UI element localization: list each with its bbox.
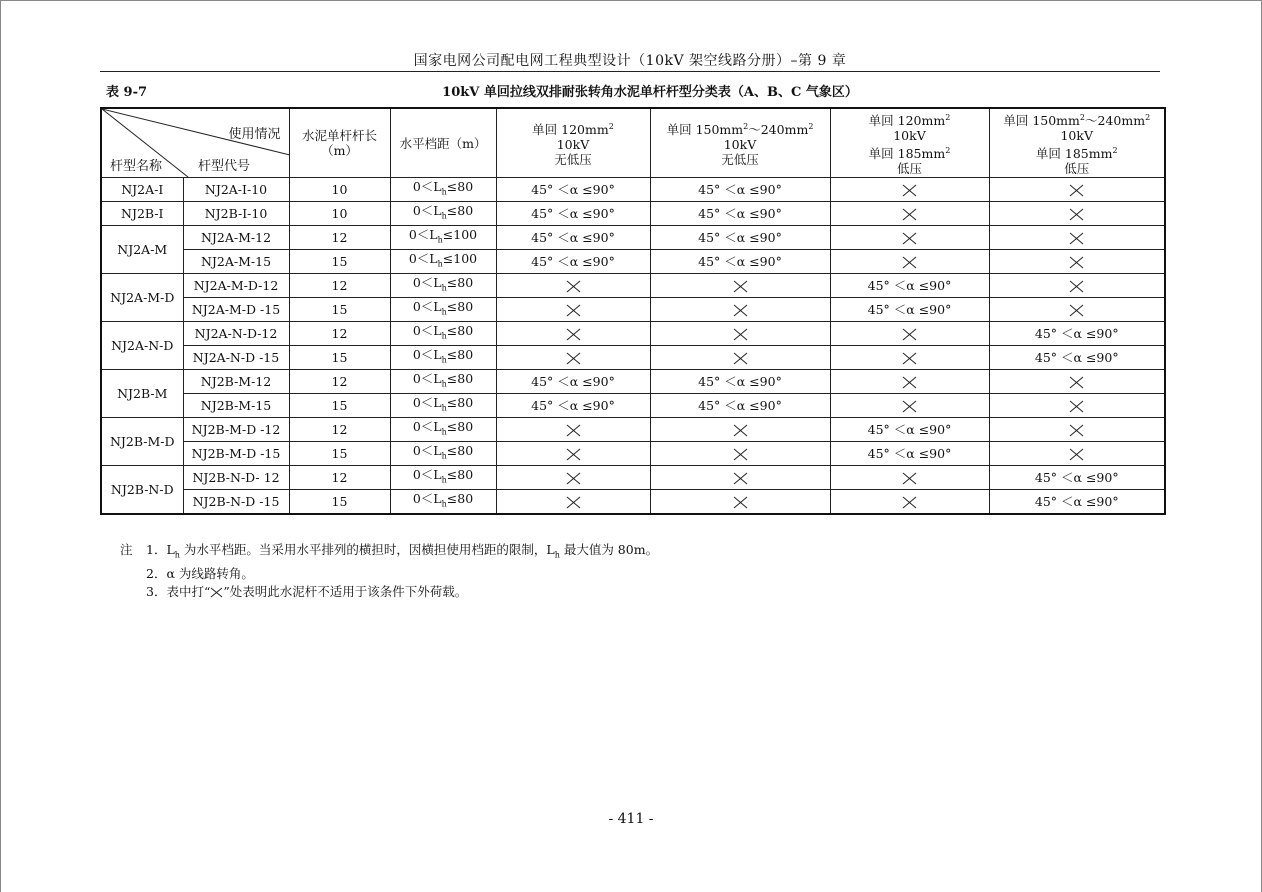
applicable-cell: [650, 202, 830, 226]
not-applicable-cell: [650, 322, 830, 346]
cross-mark-icon: [566, 448, 581, 461]
cross-mark-icon: [733, 280, 748, 293]
cross-mark-icon: [1069, 208, 1084, 221]
angle-range: 45° ＜α ≤90°: [531, 230, 615, 245]
notes-label: 注: [120, 542, 133, 557]
span-cell: $0<L_h\le 80$: [390, 466, 496, 490]
note-2: 2．α 为线路转角。: [146, 565, 254, 581]
not-applicable-cell: [830, 202, 989, 226]
col-header-c2: 单回 $150mm^2\sim 240mm^2$ 10kV 无低压: [650, 108, 830, 178]
angle-range: 45° ＜α ≤90°: [1034, 470, 1119, 485]
cross-mark-icon: [902, 232, 917, 245]
angle-range: 45° ＜α ≤90°: [698, 254, 782, 269]
pole-name-cell: NJ2A-I: [101, 178, 183, 202]
pole-code-cell: NJ2A-M-15: [183, 250, 289, 274]
span-cell: $0<L_h\le 80$: [390, 346, 496, 370]
not-applicable-cell: [650, 298, 830, 322]
angle-range: 45° ＜α ≤90°: [867, 302, 952, 317]
col-header-c1: 单回 $120mm^2$ 10kV 无低压: [496, 108, 650, 178]
pole-name-cell: NJ2A-M: [101, 226, 183, 274]
span-cell: $0<L_h\le 80$: [390, 274, 496, 298]
pole-code-cell: NJ2B-N-D- 12: [183, 466, 289, 490]
pole-length-cell: 12: [289, 418, 390, 442]
table-row: [101, 226, 1165, 250]
applicable-cell: [650, 226, 830, 250]
cross-mark-icon: [566, 304, 581, 317]
cross-mark-icon: [1069, 376, 1084, 389]
col-header-c3: 单回 $120mm^2$ 10kV 单回 $185mm^2$ 低压: [830, 108, 989, 178]
cross-mark-icon: [902, 496, 917, 509]
not-applicable-cell: [830, 490, 989, 515]
pole-name-cell: NJ2A-M-D: [101, 274, 183, 322]
table-row: [101, 322, 1165, 346]
pole-code-cell: NJ2A-M-D-12: [183, 274, 289, 298]
pole-code-cell: NJ2A-M-D -15: [183, 298, 289, 322]
pole-length-cell: 15: [289, 490, 390, 515]
angle-range: 45° ＜α ≤90°: [531, 374, 615, 389]
pole-name-label: 杆型名称: [110, 159, 163, 174]
span-cell: $0<L_h\le 100$: [390, 226, 496, 250]
not-applicable-cell: [989, 178, 1165, 202]
not-applicable-cell: [989, 250, 1165, 274]
cross-mark-icon: [1069, 184, 1084, 197]
applicable-cell: [496, 250, 650, 274]
applicable-cell: [830, 418, 989, 442]
cross-mark-icon: [1069, 400, 1084, 413]
cross-mark-icon: [1069, 256, 1084, 269]
cross-mark-icon: [1069, 304, 1084, 317]
pole-length-cell: 15: [289, 442, 390, 466]
pole-code-label: 杆型代号: [198, 159, 251, 174]
span-cell: $0<L_h\le 80$: [390, 298, 496, 322]
table-row: [101, 250, 1165, 274]
table-row: [101, 346, 1165, 370]
not-applicable-cell: [989, 298, 1165, 322]
not-applicable-cell: [830, 178, 989, 202]
span-cell: $0<L_h\le 100$: [390, 250, 496, 274]
pole-code-cell: NJ2A-I-10: [183, 178, 289, 202]
page-number: - 411 -: [608, 811, 654, 827]
pole-code-cell: NJ2A-M-12: [183, 226, 289, 250]
pole-code-cell: NJ2A-N-D-12: [183, 322, 289, 346]
usage-label: 使用情况: [228, 127, 281, 142]
not-applicable-cell: [650, 346, 830, 370]
table-row: [101, 298, 1165, 322]
applicable-cell: [496, 226, 650, 250]
pole-name-cell: NJ2A-N-D: [101, 322, 183, 370]
applicable-cell: [650, 250, 830, 274]
cross-mark-icon: [1069, 424, 1084, 437]
applicable-cell: [496, 370, 650, 394]
table-row: [101, 442, 1165, 466]
angle-range: 45° ＜α ≤90°: [1034, 350, 1119, 365]
cross-mark-icon: [902, 400, 917, 413]
pole-name-cell: NJ2B-N-D: [101, 466, 183, 515]
cross-mark-icon: [566, 328, 581, 341]
pole-code-cell: NJ2B-M-15: [183, 394, 289, 418]
diagonal-header-cell: [101, 108, 289, 178]
pole-classification-table: [100, 107, 1166, 515]
col-header-c4: 单回 $150mm^2\sim 240mm^2$ 10kV 单回 $185mm^2$ 低压: [989, 108, 1165, 178]
applicable-cell: [650, 370, 830, 394]
table-row: [101, 274, 1165, 298]
cross-mark-icon: [733, 448, 748, 461]
applicable-cell: [496, 178, 650, 202]
table-row: [101, 394, 1165, 418]
not-applicable-cell: [989, 442, 1165, 466]
pole-length-cell: 15: [289, 394, 390, 418]
cross-mark-icon: [733, 328, 748, 341]
not-applicable-cell: [830, 370, 989, 394]
not-applicable-cell: [496, 298, 650, 322]
span-cell: $0<L_h\le 80$: [390, 394, 496, 418]
note-1: 注 1．$L_h$ 为水平档距。当采用水平排列的横担时，因横担使用档距的限制，$L_h$ 最大值为 80m。: [120, 542, 659, 560]
not-applicable-cell: [650, 442, 830, 466]
cross-mark-icon: [210, 587, 223, 598]
pole-code-cell: NJ2B-I-10: [183, 202, 289, 226]
applicable-cell: [989, 322, 1165, 346]
pole-name-cell: NJ2B-M-D: [101, 418, 183, 466]
cross-mark-icon: [1069, 232, 1084, 245]
applicable-cell: [650, 178, 830, 202]
angle-range: 45° ＜α ≤90°: [698, 182, 782, 197]
not-applicable-cell: [650, 490, 830, 515]
cross-mark-icon: [566, 496, 581, 509]
pole-code-cell: NJ2A-N-D -15: [183, 346, 289, 370]
applicable-cell: [650, 394, 830, 418]
page-edge-top: [0, 0, 1262, 1]
pole-code-cell: NJ2B-M-D -15: [183, 442, 289, 466]
pole-length-cell: 15: [289, 346, 390, 370]
not-applicable-cell: [830, 226, 989, 250]
notes: [120, 541, 658, 601]
cross-mark-icon: [902, 376, 917, 389]
cross-mark-icon: [902, 352, 917, 365]
header-row: [101, 108, 1165, 178]
span-cell: $0<L_h\le 80$: [390, 490, 496, 515]
pole-length-cell: 12: [289, 274, 390, 298]
pole-name-cell: NJ2B-M: [101, 370, 183, 418]
not-applicable-cell: [650, 274, 830, 298]
not-applicable-cell: [650, 418, 830, 442]
cross-mark-icon: [566, 472, 581, 485]
not-applicable-cell: [496, 322, 650, 346]
not-applicable-cell: [830, 322, 989, 346]
page-edge-left: [0, 0, 1, 892]
pole-code-cell: NJ2B-M-12: [183, 370, 289, 394]
span-cell: $0<L_h\le 80$: [390, 322, 496, 346]
angle-range: 45° ＜α ≤90°: [531, 182, 615, 197]
cross-mark-icon: [566, 424, 581, 437]
not-applicable-cell: [496, 490, 650, 515]
cross-mark-icon: [733, 472, 748, 485]
not-applicable-cell: [496, 274, 650, 298]
col-header-span: 水平档距（m）: [390, 108, 496, 178]
not-applicable-cell: [496, 466, 650, 490]
not-applicable-cell: [830, 466, 989, 490]
col-header-length: 水泥单杆杆长（m）: [289, 108, 390, 178]
table-title: 10kV 单回拉线双排耐张转角水泥单杆杆型分类表（A、B、C 气象区）: [442, 85, 858, 100]
angle-range: 45° ＜α ≤90°: [867, 422, 952, 437]
cross-mark-icon: [733, 304, 748, 317]
pole-name-cell: NJ2B-I: [101, 202, 183, 226]
angle-range: 45° ＜α ≤90°: [1034, 494, 1119, 509]
pole-length-cell: 10: [289, 202, 390, 226]
cross-mark-icon: [902, 208, 917, 221]
cross-mark-icon: [733, 424, 748, 437]
not-applicable-cell: [989, 226, 1165, 250]
applicable-cell: [989, 466, 1165, 490]
not-applicable-cell: [989, 202, 1165, 226]
not-applicable-cell: [496, 418, 650, 442]
angle-range: 45° ＜α ≤90°: [531, 398, 615, 413]
applicable-cell: [496, 202, 650, 226]
angle-range: 45° ＜α ≤90°: [698, 398, 782, 413]
span-cell: $0<L_h\le 80$: [390, 418, 496, 442]
angle-range: 45° ＜α ≤90°: [867, 446, 952, 461]
span-cell: $0<L_h\le 80$: [390, 442, 496, 466]
cross-mark-icon: [1069, 280, 1084, 293]
table-row: [101, 202, 1165, 226]
angle-range: 45° ＜α ≤90°: [698, 374, 782, 389]
angle-range: 45° ＜α ≤90°: [1034, 326, 1119, 341]
cross-mark-icon: [1069, 448, 1084, 461]
cross-mark-icon: [566, 280, 581, 293]
span-cell: $0<L_h\le 80$: [390, 178, 496, 202]
pole-length-cell: 15: [289, 298, 390, 322]
pole-length-cell: 12: [289, 466, 390, 490]
cross-mark-icon: [902, 328, 917, 341]
pole-length-cell: 12: [289, 322, 390, 346]
applicable-cell: [830, 442, 989, 466]
pole-code-cell: NJ2B-M-D -12: [183, 418, 289, 442]
table-number: 表 9-7: [106, 85, 148, 100]
span-cell: $0<L_h\le 80$: [390, 370, 496, 394]
table-row: [101, 466, 1165, 490]
pole-length-cell: 12: [289, 226, 390, 250]
not-applicable-cell: [989, 418, 1165, 442]
note-3: 3．表中打“ ”处表明此水泥杆不适用于该条件下外荷载。: [146, 583, 468, 599]
not-applicable-cell: [830, 346, 989, 370]
not-applicable-cell: [650, 466, 830, 490]
not-applicable-cell: [830, 394, 989, 418]
applicable-cell: [830, 274, 989, 298]
applicable-cell: [830, 298, 989, 322]
pole-length-cell: 12: [289, 370, 390, 394]
pole-length-cell: 10: [289, 178, 390, 202]
angle-range: 45° ＜α ≤90°: [531, 206, 615, 221]
table-row: [101, 490, 1165, 515]
table-row: [101, 178, 1165, 202]
cross-mark-icon: [733, 496, 748, 509]
table-row: [101, 370, 1165, 394]
cross-mark-icon: [902, 472, 917, 485]
cross-mark-icon: [566, 352, 581, 365]
angle-range: 45° ＜α ≤90°: [698, 230, 782, 245]
not-applicable-cell: [496, 346, 650, 370]
span-cell: $0<L_h\le 80$: [390, 202, 496, 226]
applicable-cell: [496, 394, 650, 418]
header-rule: [100, 71, 1160, 72]
cross-mark-icon: [902, 256, 917, 269]
cross-mark-icon: [733, 352, 748, 365]
running-header: 国家电网公司配电网工程典型设计（10kV 架空线路分册）–第 9 章: [413, 53, 847, 69]
not-applicable-cell: [830, 250, 989, 274]
applicable-cell: [989, 490, 1165, 515]
angle-range: 45° ＜α ≤90°: [867, 278, 952, 293]
not-applicable-cell: [989, 370, 1165, 394]
angle-range: 45° ＜α ≤90°: [531, 254, 615, 269]
table-row: [101, 418, 1165, 442]
not-applicable-cell: [496, 442, 650, 466]
not-applicable-cell: [989, 274, 1165, 298]
table-body: [101, 178, 1165, 515]
applicable-cell: [989, 346, 1165, 370]
cross-mark-icon: [902, 184, 917, 197]
pole-length-cell: 15: [289, 250, 390, 274]
not-applicable-cell: [989, 394, 1165, 418]
angle-range: 45° ＜α ≤90°: [698, 206, 782, 221]
pole-code-cell: NJ2B-N-D -15: [183, 490, 289, 515]
